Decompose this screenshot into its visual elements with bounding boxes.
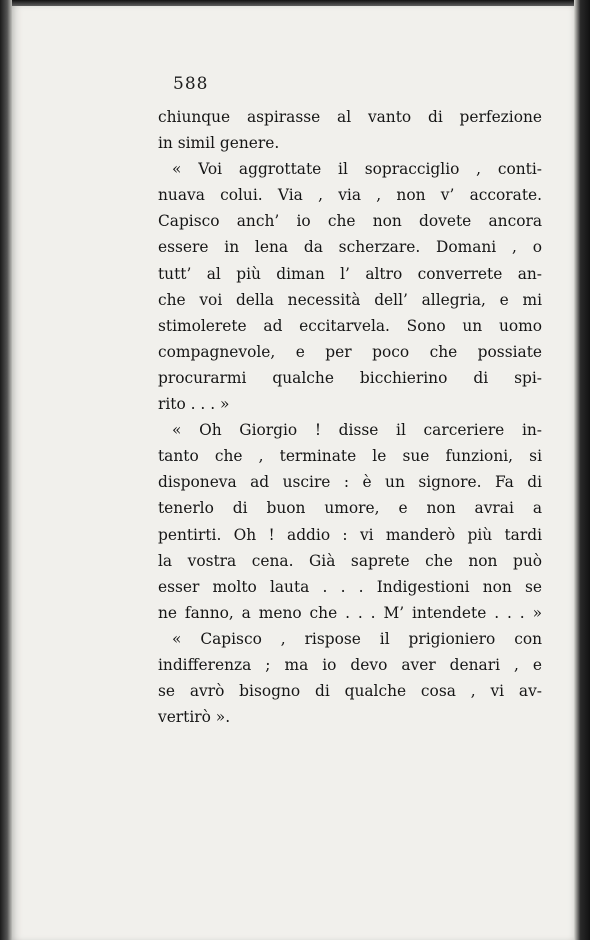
text-line: tenerlo di buon umore, e non avrai a (158, 499, 542, 518)
text-line: « Capisco , rispose il prigioniero con (172, 629, 542, 648)
text-line: se avrò bisogno di qualche cosa , vi av- (158, 682, 542, 701)
right-page-edge-shadow (574, 0, 590, 940)
text-line: ne fanno, a meno che . . . M’ intendete . . . » (158, 603, 542, 622)
text-line: indifferenza ; ma io devo aver denari , e (158, 655, 542, 674)
text-line: pentirti. Oh ! addio : vi manderò più tardi (158, 525, 542, 544)
text-line: tutt’ al più diman l’ altro converrete an- (158, 264, 542, 283)
text-line: la vostra cena. Già saprete che non può (158, 551, 542, 570)
text-line: tanto che , terminate le sue funzioni, si (158, 447, 542, 466)
body-text (158, 104, 542, 730)
text-line: Capisco anch’ io che non dovete ancora (158, 212, 542, 231)
text-line: che voi della necessità dell’ allegria, e mi (158, 290, 542, 309)
text-line: chiunque aspirasse al vanto di perfezione (158, 108, 542, 126)
text-line: nuava colui. Via , via , non v’ accorate. (158, 186, 542, 205)
text-line: « Oh Giorgio ! disse il carceriere in- (172, 421, 542, 440)
text-line: rito . . . » (158, 395, 230, 414)
text-line: procurarmi qualche bicchierino di spi- (158, 368, 542, 387)
text-line: in simil genere. (158, 134, 280, 153)
text-line: compagnevole, e per poco che possiate (158, 342, 542, 361)
binding-gutter-shadow (0, 0, 12, 940)
page-number: 588 (173, 74, 209, 94)
text-line: essere in lena da scherzare. Domani , o (158, 238, 542, 257)
text-line: disponeva ad uscire : è un signore. Fa di (158, 473, 542, 492)
text-line: stimolerete ad eccitarvela. Sono un uomo (158, 316, 542, 335)
text-line: esser molto lauta . . . Indigestioni non se (158, 577, 542, 596)
text-line: « Voi aggrottate il sopracciglio , conti- (172, 160, 542, 179)
text-line: vertirò ». (158, 708, 231, 727)
